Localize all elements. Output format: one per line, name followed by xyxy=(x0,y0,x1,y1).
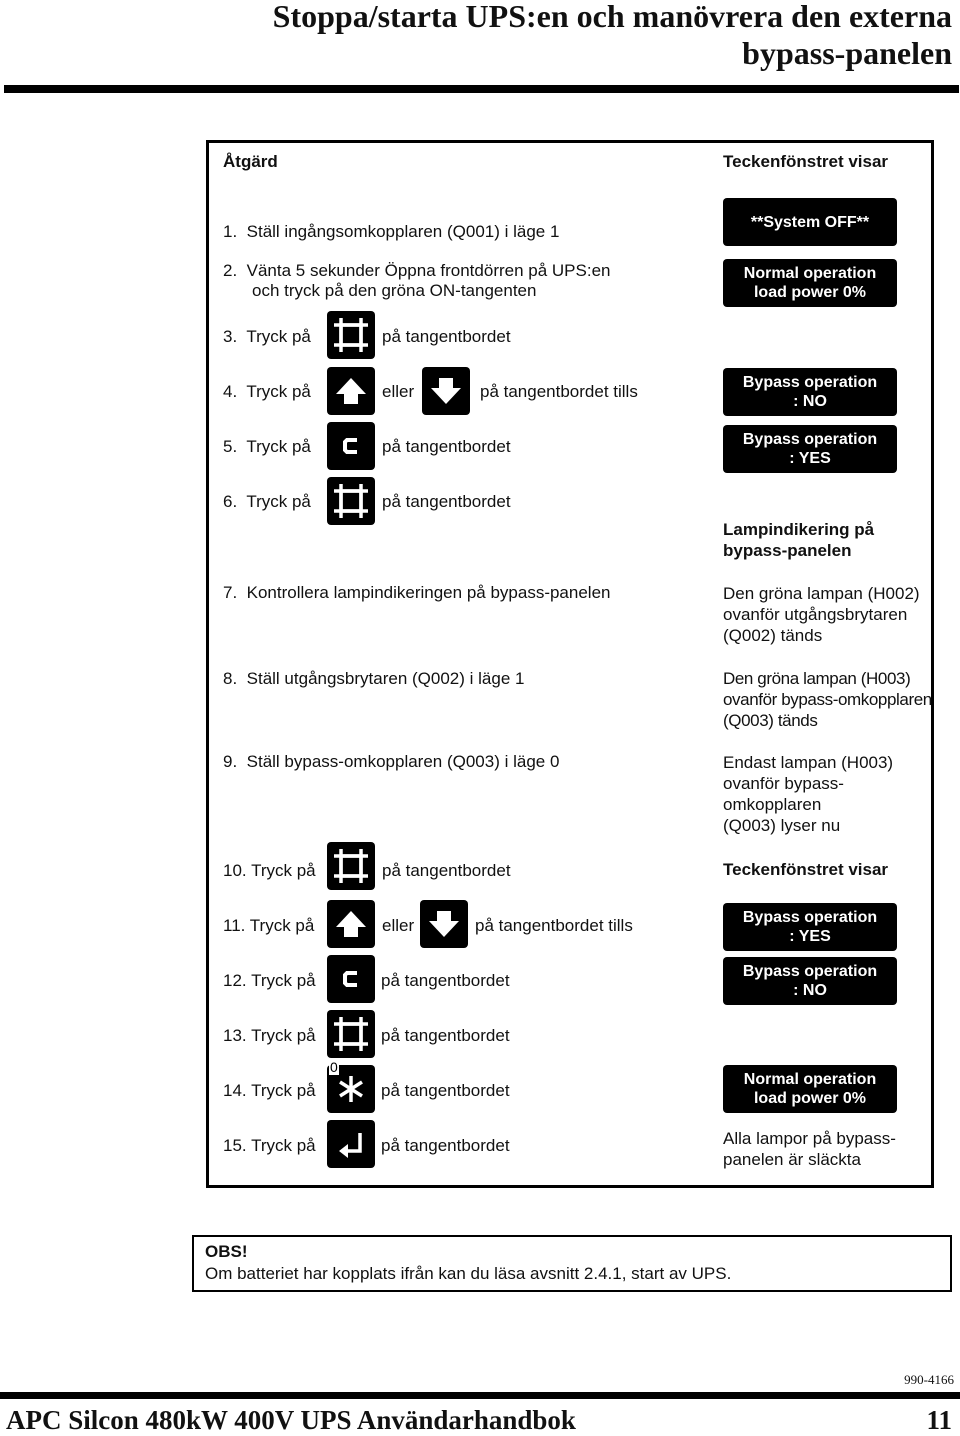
step-11-suffix: på tangentbordet tills xyxy=(475,916,633,935)
menu-key-icon xyxy=(327,1010,375,1058)
step-7-lamp-note xyxy=(723,583,920,646)
lcd-line: Bypass operation xyxy=(742,374,878,391)
down-arrow-key-icon xyxy=(422,367,470,415)
step-15-lamp-note xyxy=(723,1128,896,1170)
note-line: Den gröna lampan (H003) xyxy=(723,669,911,688)
c-key-icon xyxy=(327,955,375,1003)
step-13-suffix: på tangentbordet xyxy=(381,1026,510,1045)
step-number: 11. xyxy=(223,916,246,935)
step-14-suffix: på tangentbordet xyxy=(381,1081,510,1100)
lcd-line: : NO xyxy=(793,393,827,410)
step-text: Vänta 5 sekunder Öppna frontdörren på UPS:en xyxy=(246,261,611,280)
step-prefix: Tryck på xyxy=(251,1026,316,1045)
lcd-display-bypass-yes xyxy=(723,425,897,473)
title-rule xyxy=(4,85,959,93)
note-line: ovanför bypass- xyxy=(723,774,844,793)
step-8 xyxy=(223,669,524,689)
document-number: 990-4166 xyxy=(904,1372,954,1387)
lcd-line: load power 0% xyxy=(753,1090,867,1107)
up-arrow-key-icon xyxy=(327,367,375,415)
lcd-line: : NO xyxy=(793,982,827,999)
step-text: Kontrollera lampindikeringen på bypass-panelen xyxy=(246,583,611,602)
page-title-line2: bypass-panelen xyxy=(742,35,952,71)
step-number: 10. xyxy=(223,861,247,880)
lcd-display-bypass-yes xyxy=(723,903,897,951)
note-line: (Q003) lyser nu xyxy=(723,816,841,835)
step-10-suffix: på tangentbordet xyxy=(382,861,511,880)
step-5 xyxy=(223,437,311,457)
lcd-display-normal-operation xyxy=(723,1065,897,1113)
page-title xyxy=(52,0,952,72)
step-number: 1. xyxy=(223,222,238,241)
step-prefix: Tryck på xyxy=(251,861,316,880)
lcd-display-bypass-no xyxy=(723,368,897,416)
step-12-suffix: på tangentbordet xyxy=(381,971,510,990)
step-6 xyxy=(223,492,311,512)
menu-key-icon xyxy=(327,842,375,890)
note-line: ovanför bypass-omkopplaren xyxy=(723,690,932,709)
off-key-icon xyxy=(327,1059,375,1113)
step-3-suffix: på tangentbordet xyxy=(382,327,511,346)
step-11 xyxy=(223,916,314,936)
lcd-display-system-off xyxy=(723,198,897,246)
lcd-line: : YES xyxy=(789,450,831,467)
step-2 xyxy=(223,261,611,281)
menu-key-icon xyxy=(327,311,375,359)
step-number: 13. xyxy=(223,1026,247,1045)
lcd-line: Bypass operation xyxy=(742,963,878,980)
obs-text: Om batteriet har kopplats ifrån kan du läsa avsnitt 2.4.1, start av UPS. xyxy=(205,1264,732,1283)
note-line: (Q003) tänds xyxy=(723,711,818,730)
step-number: 7. xyxy=(223,583,238,602)
step-text: Ställ bypass-omkopplaren (Q003) i läge 0 xyxy=(246,752,560,771)
step-prefix: Tryck på xyxy=(251,1136,316,1155)
step-prefix: Tryck på xyxy=(246,437,311,456)
step-7 xyxy=(223,583,610,603)
step-1 xyxy=(223,222,559,242)
lcd-line: Bypass operation xyxy=(742,909,878,926)
step-prefix: Tryck på xyxy=(246,327,311,346)
lcd-line: load power 0% xyxy=(753,284,867,301)
lcd-display-bypass-no xyxy=(723,957,897,1005)
note-line: ovanför utgångsbrytaren xyxy=(723,605,908,624)
step-8-lamp-note xyxy=(723,668,932,731)
lcd-line: Normal operation xyxy=(743,265,877,282)
step-5-suffix: på tangentbordet xyxy=(382,437,511,456)
step-3 xyxy=(223,327,311,347)
lcd-display-normal-operation xyxy=(723,259,897,307)
step-number: 5. xyxy=(223,437,238,456)
step-number: 8. xyxy=(223,669,238,688)
step-number: 2. xyxy=(223,261,238,280)
lamp-indication-header xyxy=(723,519,874,561)
lcd-line: Normal operation xyxy=(743,1071,877,1088)
step-10 xyxy=(223,861,316,881)
menu-key-icon xyxy=(327,477,375,525)
step-prefix: Tryck på xyxy=(251,1081,316,1100)
step-text: Ställ utgångsbrytaren (Q002) i läge 1 xyxy=(246,669,525,688)
display-column-header: Teckenfönstret visar xyxy=(723,152,889,171)
step-4-or: eller xyxy=(382,382,415,401)
step-prefix: Tryck på xyxy=(246,492,311,511)
step-prefix: Tryck på xyxy=(246,382,311,401)
zero-key-label: 0 xyxy=(330,1059,338,1075)
step-13 xyxy=(223,1026,316,1046)
step-12 xyxy=(223,971,316,991)
step-prefix: Tryck på xyxy=(251,971,316,990)
step-number: 12. xyxy=(223,971,247,990)
step-15-suffix: på tangentbordet xyxy=(381,1136,510,1155)
c-key-icon xyxy=(327,422,375,470)
action-column-header: Åtgärd xyxy=(223,152,278,171)
page-title-line1: Stoppa/starta UPS:en och manövrera den externa xyxy=(272,0,952,34)
note-line: Alla lampor på bypass- xyxy=(723,1129,896,1148)
step-2-continued: och tryck på den gröna ON-tangenten xyxy=(252,281,537,300)
up-arrow-key-icon xyxy=(327,900,375,948)
step-9-lamp-note xyxy=(723,752,893,836)
enter-key-icon xyxy=(327,1120,375,1168)
display-shows-header: Teckenfönstret visar xyxy=(723,860,889,879)
step-4 xyxy=(223,382,311,402)
lcd-line: Bypass operation xyxy=(742,431,878,448)
step-11-or: eller xyxy=(382,916,415,935)
page-number: 11 xyxy=(926,1405,952,1435)
footer-manual-title: APC Silcon 480kW 400V UPS Användarhandbok xyxy=(6,1405,576,1435)
step-prefix: Tryck på xyxy=(249,916,315,935)
note-line: (Q002) tänds xyxy=(723,626,823,645)
note-line: Den gröna lampan (H002) xyxy=(723,584,920,603)
lamp-header-line2: bypass-panelen xyxy=(723,541,852,560)
step-number: 6. xyxy=(223,492,238,511)
lamp-header-line1: Lampindikering på xyxy=(723,520,875,539)
step-number: 9. xyxy=(223,752,238,771)
step-14 xyxy=(223,1081,316,1101)
step-15 xyxy=(223,1136,316,1156)
step-9 xyxy=(223,752,559,772)
step-number: 15. xyxy=(223,1136,247,1155)
lcd-line: **System OFF** xyxy=(750,213,870,231)
note-line: Endast lampan (H003) xyxy=(723,753,894,772)
step-number: 14. xyxy=(223,1081,247,1100)
step-number: 3. xyxy=(223,327,238,346)
step-text: Ställ ingångsomkopplaren (Q001) i läge 1 xyxy=(246,222,560,241)
note-line: panelen är släckta xyxy=(723,1150,861,1169)
lcd-line: : YES xyxy=(789,928,831,945)
step-6-suffix: på tangentbordet xyxy=(382,492,511,511)
down-arrow-key-icon xyxy=(420,900,468,948)
note-line: omkopplaren xyxy=(723,795,822,814)
step-4-suffix: på tangentbordet tills xyxy=(480,382,638,401)
footer-rule xyxy=(0,1392,960,1399)
step-number: 4. xyxy=(223,382,238,401)
obs-title: OBS! xyxy=(205,1242,248,1261)
